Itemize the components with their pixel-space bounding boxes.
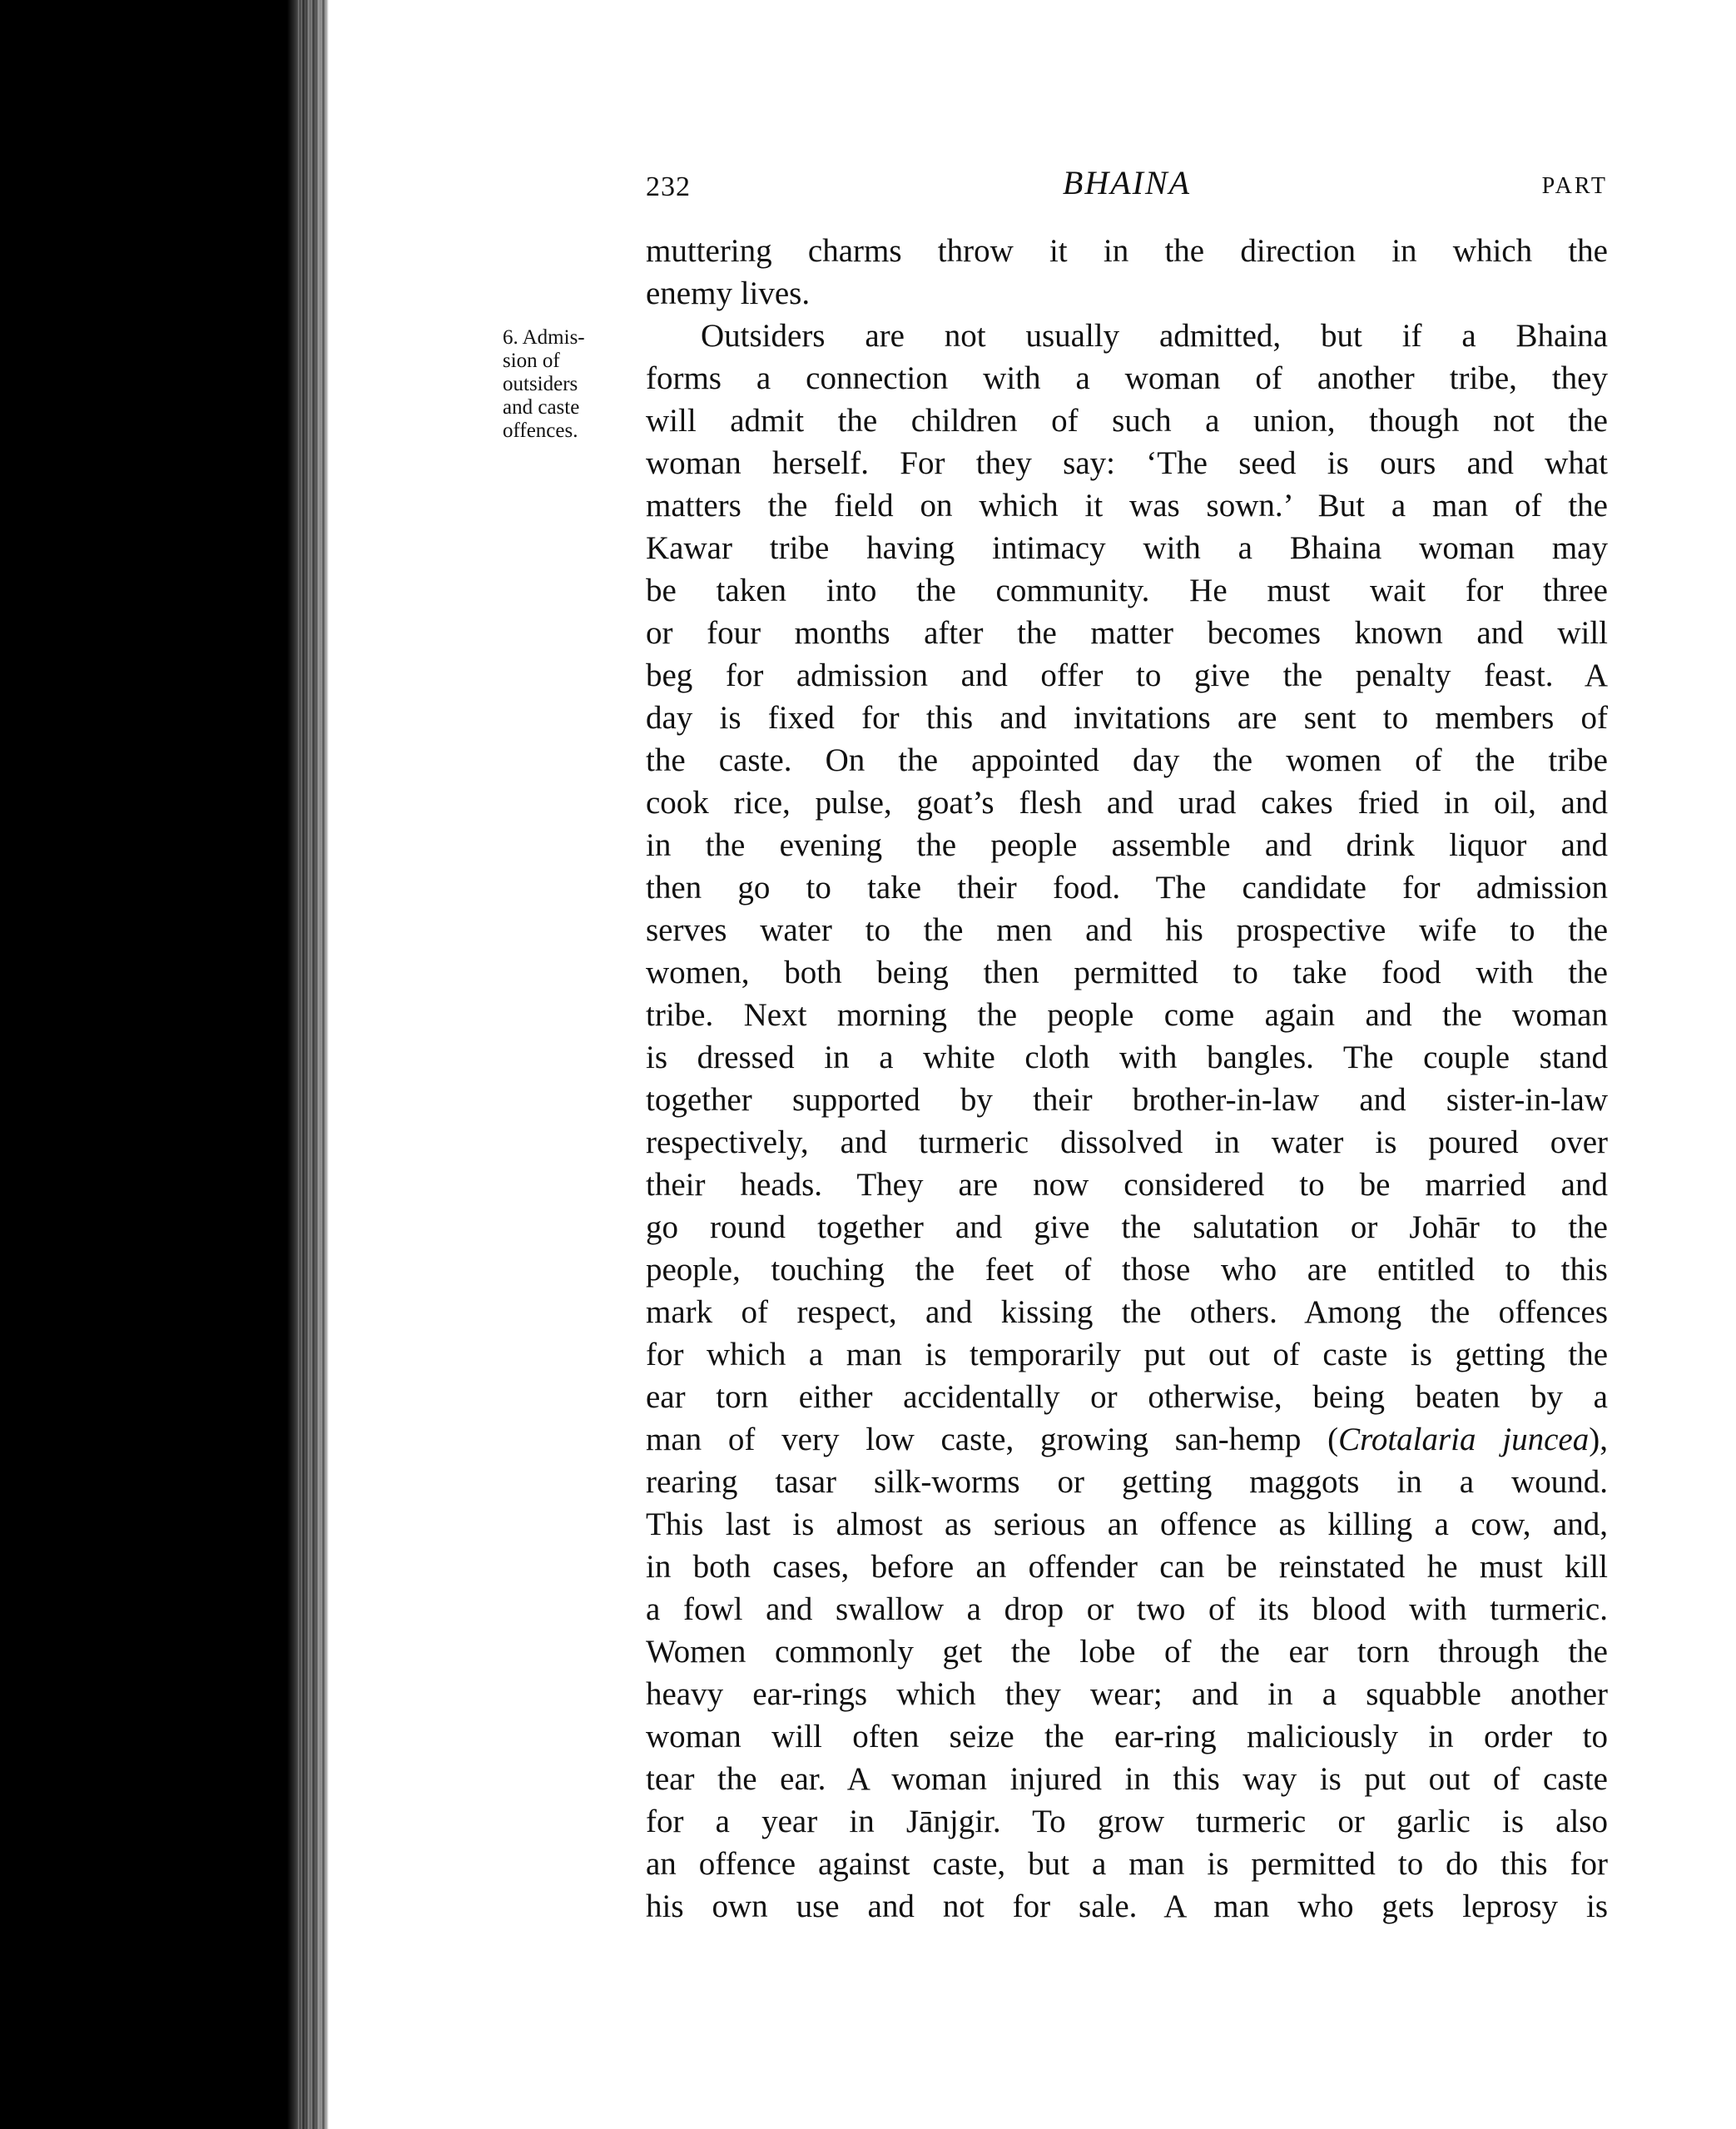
text-line: together supported by their brother-in-law and sister-in-law <box>646 1082 1608 1118</box>
sidenote-line: sion of <box>503 350 560 372</box>
page-header <box>646 163 1608 210</box>
text-line: mark of respect, and kissing the others. Among the offences <box>646 1294 1608 1330</box>
text-line: Women commonly get the lobe of the ear torn through the <box>646 1634 1608 1670</box>
text-line: muttering charms throw it in the direction in which the <box>646 233 1608 269</box>
text-line: day is fixed for this and invitations are sent to members of <box>646 700 1608 736</box>
running-title: BHAINA <box>1062 164 1192 201</box>
text-line: go round together and give the salutation or Johār to the <box>646 1209 1608 1245</box>
text-line: their heads. They are now considered to be married and <box>646 1167 1608 1203</box>
text-line: woman will often seize the ear-ring maliciously in order to <box>646 1719 1608 1754</box>
text-line: the caste. On the appointed day the women of the tribe <box>646 742 1608 778</box>
text-line: serves water to the men and his prospective wife to the <box>646 912 1608 948</box>
text-line: beg for admission and offer to give the penalty feast. A <box>646 658 1608 693</box>
paragraph-first-line: Outsiders are not usually admitted, but if a Bhaina <box>701 318 1608 354</box>
text-line: cook rice, pulse, goat’s flesh and urad cakes fried in oil, and <box>646 785 1608 821</box>
book-spine-shadow <box>0 0 329 2129</box>
text-line: women, both being then permitted to take food with the <box>646 955 1608 990</box>
text-line: or four months after the matter becomes known and will <box>646 615 1608 651</box>
text-line: tribe. Next morning the people come again and the woman <box>646 997 1608 1033</box>
page-number: 232 <box>646 171 691 202</box>
text-line: forms a connection with a woman of another tribe, they <box>646 360 1608 396</box>
text-line: tear the ear. A woman injured in this way is put out of caste <box>646 1761 1608 1797</box>
text-line: will admit the children of such a union, though not the <box>646 403 1608 439</box>
text-line: matters the field on which it was sown.’ But a man of the <box>646 488 1608 524</box>
text-line: is dressed in a white cloth with bangles. The couple stand <box>646 1040 1608 1075</box>
part-label: PART <box>1541 173 1608 199</box>
text-line: people, touching the feet of those who are entitled to this <box>646 1252 1608 1288</box>
margin-sidenote <box>503 326 627 443</box>
sidenote-line: outsiders <box>503 373 578 395</box>
text-line: enemy lives. <box>646 275 811 311</box>
text-line: in both cases, before an offender can be reinstated he must kill <box>646 1549 1608 1585</box>
text-line: an offence against caste, but a man is permitted to do this for <box>646 1846 1608 1882</box>
text-line: rearing tasar silk-worms or getting maggots in a wound. <box>646 1464 1608 1500</box>
text-line: This last is almost as serious an offence as killing a cow, and, <box>646 1506 1608 1542</box>
text-line: his own use and not for sale. A man who gets leprosy is <box>646 1888 1608 1924</box>
sidenote-line: 6. Admis- <box>503 326 585 349</box>
text-line: Kawar tribe having intimacy with a Bhaina woman may <box>646 530 1608 566</box>
text-line: then go to take their food. The candidate for admission <box>646 870 1608 906</box>
sidenote-line: and caste <box>503 396 580 419</box>
body-text <box>646 230 1608 1928</box>
text-line: be taken into the community. He must wait for three <box>646 573 1608 608</box>
text-line: woman herself. For they say: ‘The seed is ours and what <box>646 445 1608 481</box>
text-line: ear torn either accidentally or otherwise, being beaten by a <box>646 1379 1608 1415</box>
text-line: for which a man is temporarily put out of caste is getting the <box>646 1337 1608 1372</box>
text-line: respectively, and turmeric dissolved in water is poured over <box>646 1124 1608 1160</box>
spine-edge-texture <box>295 0 329 2129</box>
botanical-name: Crotalaria juncea <box>1338 1422 1590 1457</box>
text-line: man of very low caste, growing san-hemp (Crotalaria juncea), <box>646 1422 1608 1457</box>
text-line: heavy ear-rings which they wear; and in a squabble another <box>646 1676 1608 1712</box>
text-line: a fowl and swallow a drop or two of its blood with turmeric. <box>646 1591 1608 1627</box>
text-line: for a year in Jānjgir. To grow turmeric or garlic is also <box>646 1804 1608 1839</box>
sidenote-line: offences. <box>503 419 578 442</box>
text-line: in the evening the people assemble and drink liquor and <box>646 827 1608 863</box>
